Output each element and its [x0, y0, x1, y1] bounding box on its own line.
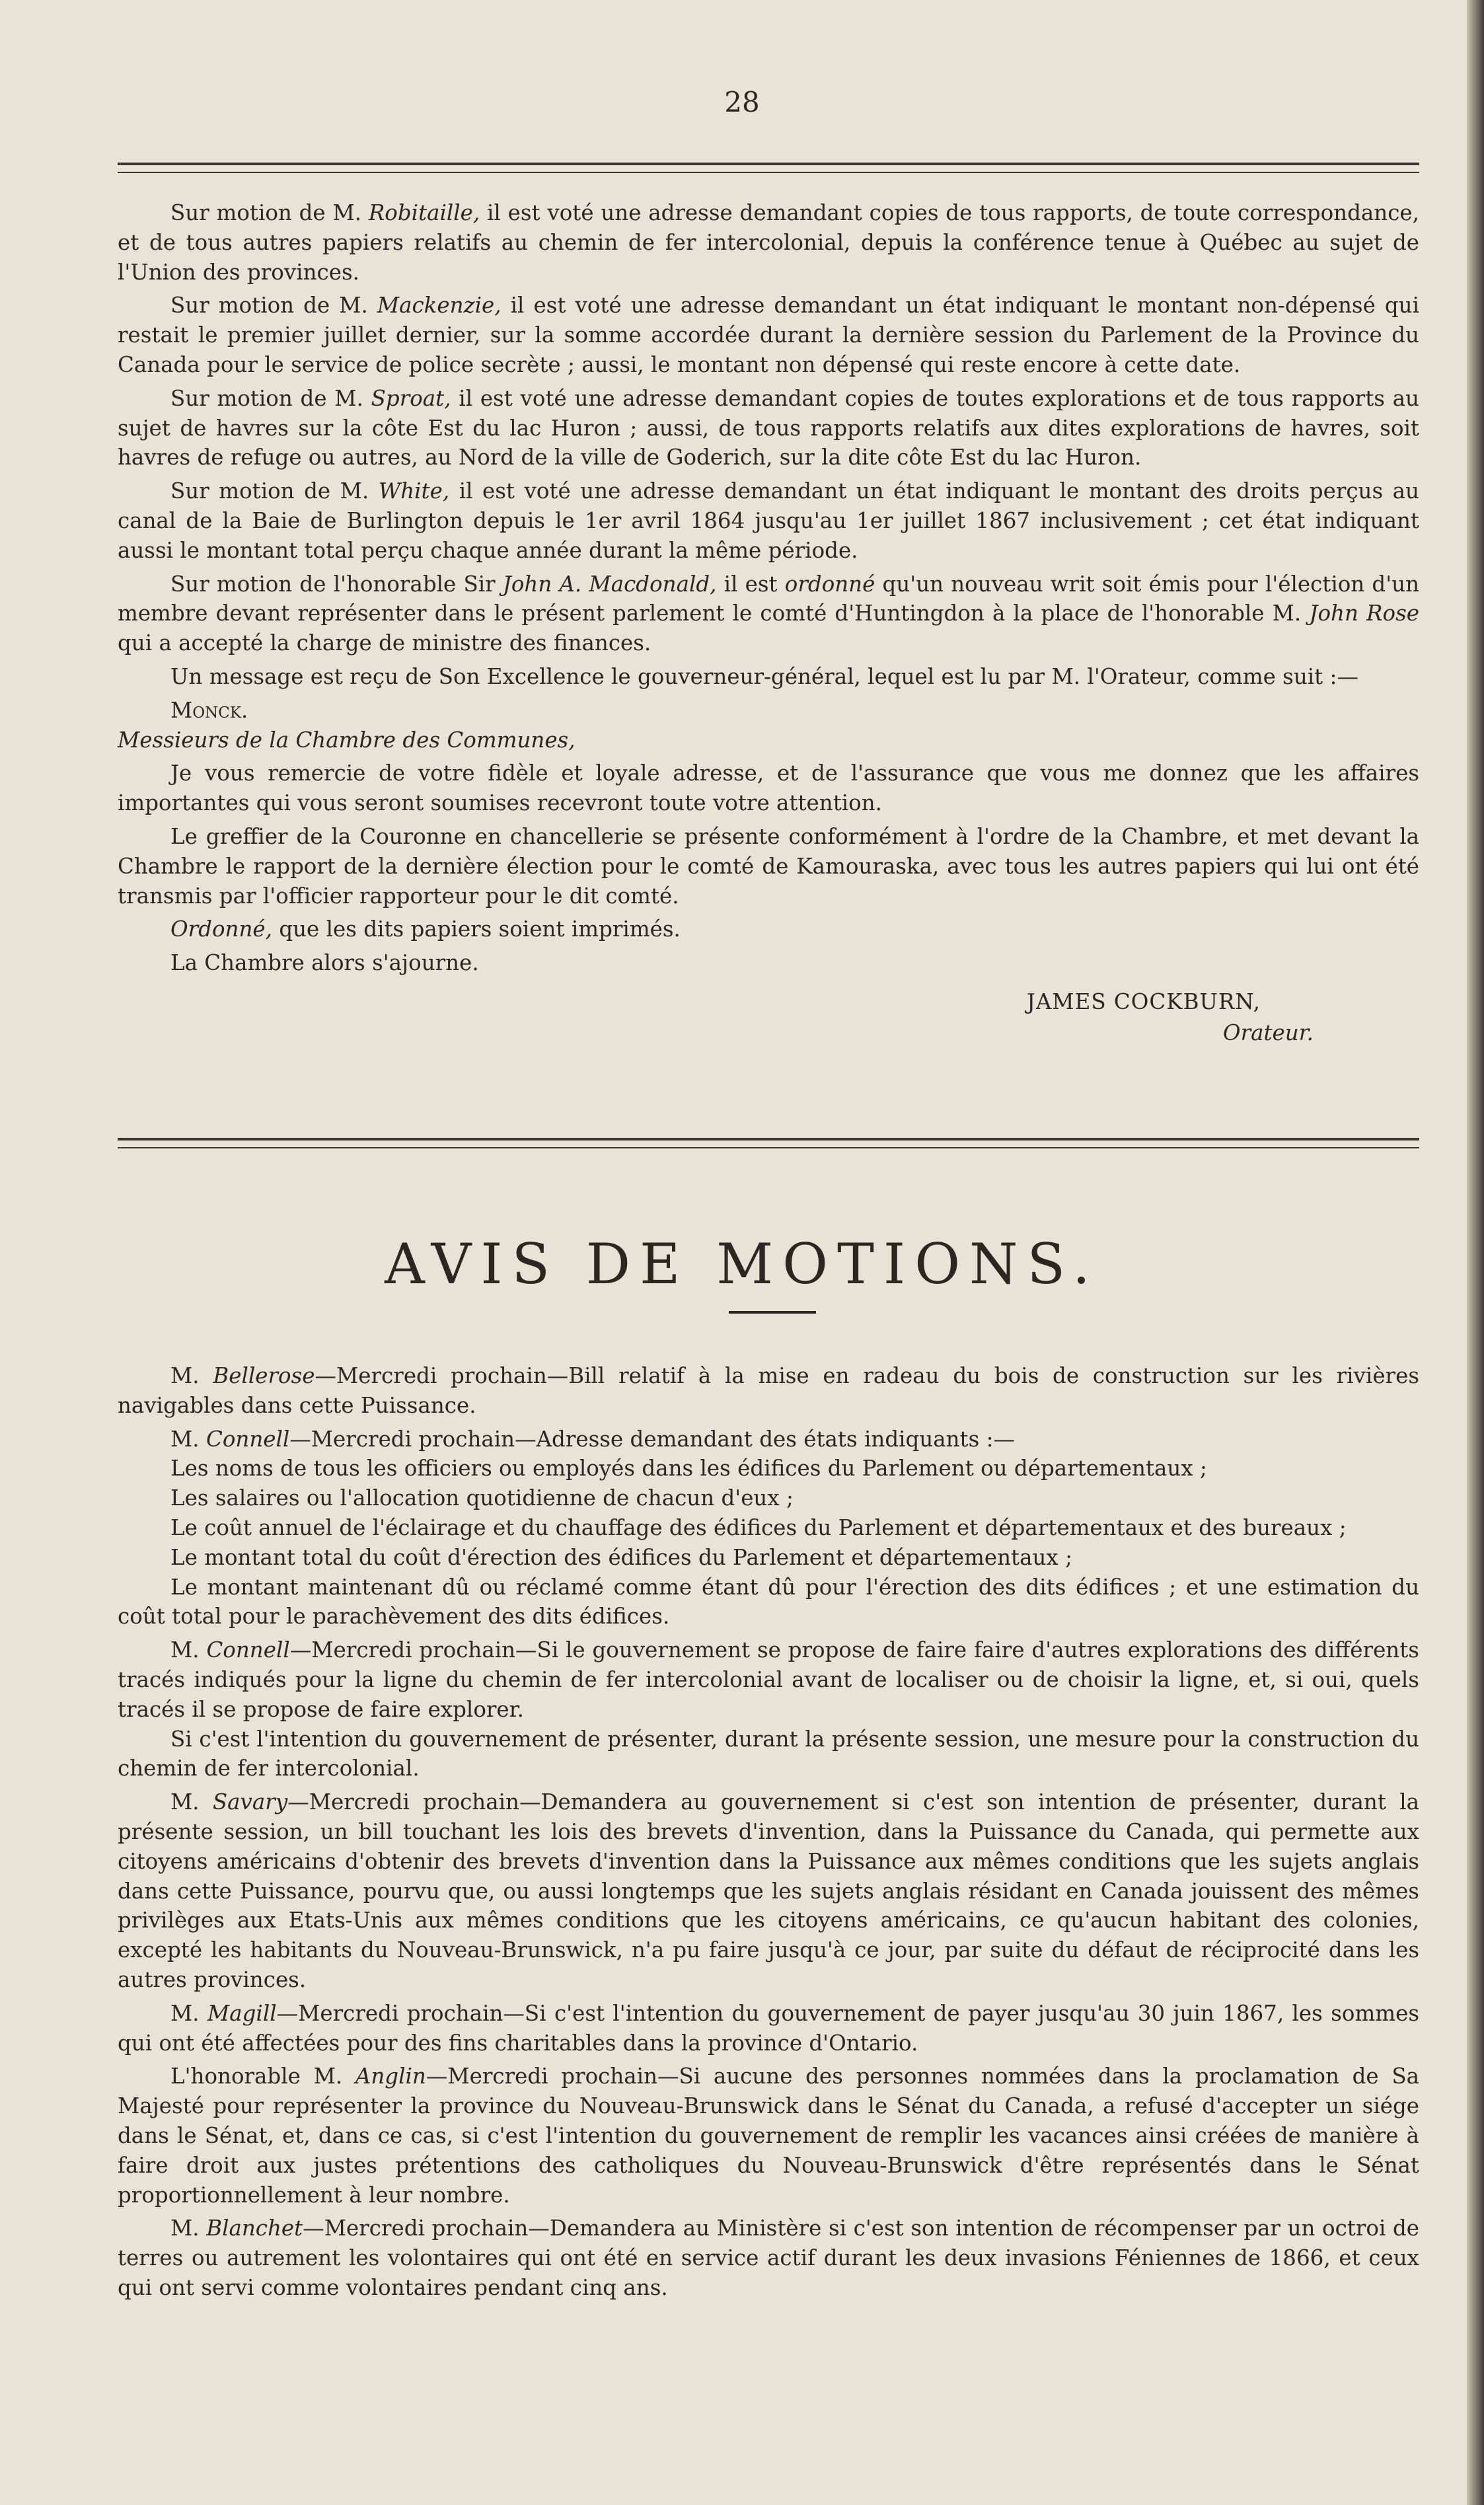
page-number: 28 [724, 86, 760, 118]
message-signed: Monck. [170, 697, 248, 723]
notice-item: Le coût annuel de l'éclairage et du chauffage des édifices du Parlement et départementaux et des bureaux ; [170, 1514, 1347, 1540]
notice-blanchet: M. Blanchet—Mercredi prochain—Demandera au Ministère si c'est son intention de récompenser par un octroi de terres ou autrement les volontaires qui ont été en service actif durant les deux invasions Féniennes de 1866, et ceux qui ont servi comme volontaires pendant cinq ans. [118, 2216, 1419, 2300]
notice-item: Les salaires ou l'allocation quotidienne de chacun d'eux ; [170, 1485, 794, 1511]
notice-connell-1: M. Connell—Mercredi prochain—Adresse demandant des états indiquants :— [170, 1426, 1016, 1452]
notice-connell-2: M. Connell—Mercredi prochain—Si le gouvernement se propose de faire faire d'autres explorations des différents tracés indiqués pour la ligne du chemin de fer intercolonial avant de localiser ou de choisir la ligne, et, si oui, quels tracés il se propose de faire explorer. [118, 1637, 1419, 1722]
signature-title: Orateur. [1222, 1020, 1314, 1045]
notice-item: Les noms de tous les officiers ou employés dans les édifices du Parlement ou départementaux ; [170, 1456, 1207, 1481]
section-rule [118, 1138, 1419, 1148]
notices-of-motion [118, 1361, 1419, 2307]
notice-bellerose: M. Bellerose—Mercredi prochain—Bill relatif à la mise en radeau du bois de construction sur les rivières navigables dans cette Puissance. [118, 1363, 1419, 1418]
header-rule [118, 163, 1419, 173]
section-title: AVIS DE MOTIONS. [385, 1232, 1099, 1297]
signature-name: JAMES COCKBURN, [1026, 989, 1261, 1014]
motion-writ-huntingdon: Sur motion de l'honorable Sir John A. Macdonald, il est ordonné qu'un nouveau writ soit émis pour l'élection d'un membre devant représenter dans le présent parlement le comté d'Huntingdon à la place de l'honorable M. John Rose qui a accepté la charge de ministre des finances. [118, 571, 1420, 656]
message-body: Je vous remercie de votre fidèle et loyale adresse, et de l'assurance que vous me donnez que les affaires importantes qui vous seront soumises recevront toute votre attention. [118, 761, 1419, 816]
motion-mackenzie: Sur motion de M. Mackenzie, il est voté une adresse demandant un état indiquant le montant non-dépensé qui restait le premier juillet dernier, sur la somme accordée durant la dernière session du Parlement de la Province du Canada pour le service de police secrète ; aussi, le montant non dépensé qui reste encore à cette date. [118, 293, 1419, 377]
notice-item: Le montant maintenant dû ou réclamé comme étant dû pour l'érection des dits édifices ; et une estimation du coût total pour le parachèvement des dits édifices. [118, 1574, 1419, 1629]
message-intro: Un message est reçu de Son Excellence le gouverneur-général, lequel est lu par M. l'Orateur, comme suit :— [170, 663, 1359, 689]
notice-item: Le montant total du coût d'érection des édifices du Parlement et départementaux ; [170, 1544, 1073, 1570]
notice-connell-2-extra: Si c'est l'intention du gouvernement de présenter, durant la présente session, une mesure pour la construction du chemin de fer intercolonial. [118, 1726, 1419, 1781]
motion-sproat: Sur motion de M. Sproat, il est voté une adresse demandant copies de toutes explorations et de tous rapports au sujet de havres sur la côte Est du lac Huron ; aussi, de tous rapports relatifs aux dites explorations de havres, soit havres de refuge ou autres, au Nord de la ville de Goderich, sur la dite côte Est du lac Huron. [118, 385, 1419, 470]
notice-savary: M. Savary—Mercredi prochain—Demandera au gouvernement si c'est son intention de présenter, durant la présente session, un bill touchant les lois des brevets d'invention, dans la Puissance du Canada, qui permette aux citoyens américains d'obtenir des brevets d'invention dans la Puissance aux mêmes conditions que les sujets anglais dans cette Puissance, pourvu que, ou aussi longtemps que les sujets anglais résidant en Canada jouissent des mêmes privilèges aux Etats-Unis aux mêmes conditions que les citoyens américains, ce qu'aucun habitant des colonies, excepté les habitants du Nouveau-Brunswick, n'a pu faire jusqu'à ce jour, par suite du défaut de réciprocité dans les autres provinces. [118, 1789, 1419, 1992]
motion-white: Sur motion de M. White, il est voté une adresse demandant un état indiquant le montant des droits perçus au canal de la Baie de Burlington depuis le 1er avril 1864 jusqu'au 1er juillet 1867 inclusivement ; cet état indiquant aussi le montant total perçu chaque année durant la même période. [118, 478, 1419, 563]
motion-robitaille: Sur motion de M. Robitaille, il est voté une adresse demandant copies de tous rapports, de toute correspondance, et de tous autres papiers relatifs au chemin de fer intercolonial, depuis la conférence tenue à Québec au sujet de l'Union des provinces. [118, 200, 1419, 285]
printing-order: Ordonné, que les dits papiers soient imprimés. [170, 916, 681, 942]
notice-magill: M. Magill—Mercredi prochain—Si c'est l'intention du gouvernement de payer jusqu'au 30 juin 1867, les sommes qui ont été affectées pour des fins charitables dans la province d'Ontario. [118, 2000, 1419, 2056]
journal-proceedings [118, 198, 1419, 1048]
title-underline [729, 1311, 816, 1314]
signature [118, 987, 1419, 1048]
notice-anglin: L'honorable M. Anglin—Mercredi prochain—Si aucune des personnes nommées dans la proclamation de Sa Majesté pour représenter la province du Nouveau-Brunswick dans le Sénat du Canada, a refusé d'accepter un siége dans le Sénat, et, dans ce cas, si c'est l'intention du gouvernement de remplir les vacances ainsi créées de manière à faire droit aux justes prétentions des catholiques du Nouveau-Brunswick d'être représentés dans le Sénat proportionnellement à leur nombre. [118, 2064, 1419, 2208]
message-address: Messieurs de la Chambre des Communes, [118, 727, 575, 753]
adjournment: La Chambre alors s'ajourne. [170, 950, 479, 976]
clerk-return: Le greffier de la Couronne en chancellerie se présente conformément à l'ordre de la Chambre, et met devant la Chambre le rapport de la dernière élection pour le comté de Kamouraska, avec tous les autres papiers qui lui ont été transmis par l'officier rapporteur pour le dit comté. [118, 823, 1419, 909]
